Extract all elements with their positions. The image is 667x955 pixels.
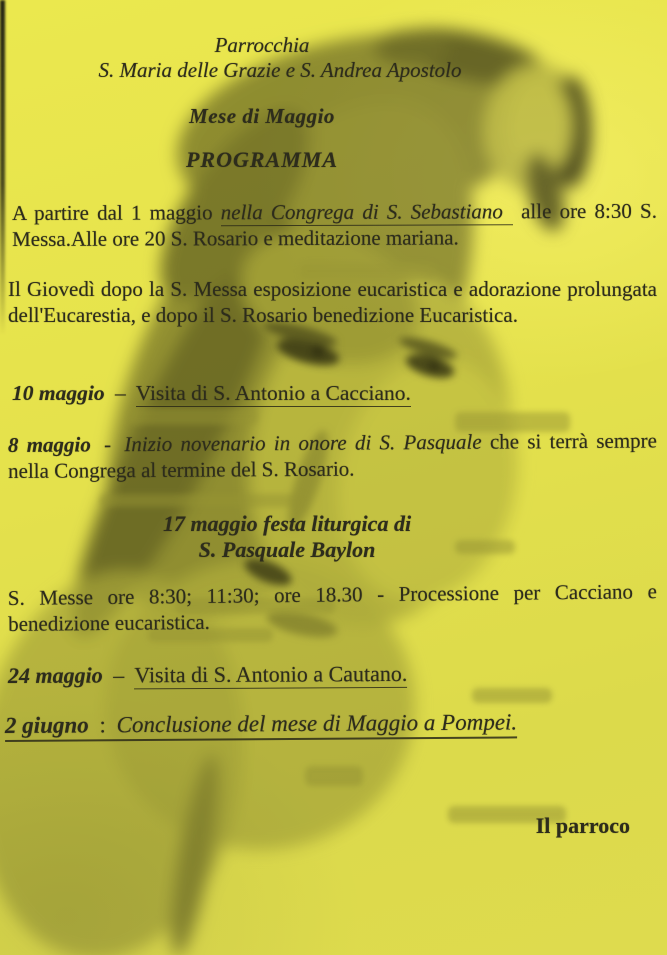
event-10-maggio-date: 10 maggio [12,381,105,405]
feast-line2: S. Pasquale Baylon [198,537,376,562]
thursday-paragraph: Il Giovedì dopo la S. Messa esposizione eucaristica e adorazione prolungata dell'Eucarestia, e dopo il S. Rosario benedizione Eucaristica. [8,277,657,327]
event-2-giugno-text: Conclusione del mese di Maggio a Pompei. [116,709,518,738]
month-title: Mese di Maggio [189,104,335,128]
event-8-maggio-date: 8 maggio [7,432,91,458]
intro-venue-underlined: nella Congrega di S. Sebastiano [221,199,513,226]
signature-il-parroco: Il parroco [535,813,630,838]
event-8-maggio-rest: che si terrà sempre nella Congrega al termine del S. Rosario. [8,428,658,483]
event-24-maggio-dash: – [113,662,125,688]
event-8-maggio-novena: Inizio novenario in onore di S. Pasquale [124,429,482,457]
event-24-maggio-date: 24 maggio [7,662,103,688]
event-8-maggio [8,427,657,484]
program-title: PROGRAMMA [185,147,339,172]
event-10-maggio [12,381,411,406]
feast-heading [0,511,574,563]
event-2-giugno [5,709,517,739]
event-2-giugno-underline-wrap [5,709,517,742]
event-24-maggio [8,661,408,689]
event-2-giugno-date: 2 giugno [4,712,89,738]
event-10-maggio-dash: – [114,381,126,405]
feast-line1: 17 maggio festa liturgica di [162,511,412,536]
masses-paragraph: S. Messe ore 8:30; 11:30; ore 18.30 - Processione per Cacciano e benedizione eucaristica. [7,579,657,636]
parish-name: S. Maria delle Grazie e S. Andrea Apostolo [98,58,462,82]
intro-pre-text: A partire dal 1 maggio [11,200,213,225]
intro-paragraph [12,198,657,252]
event-24-maggio-text: Visita di S. Antonio a Cautano. [134,660,408,688]
event-2-giugno-colon: : [99,712,106,738]
event-10-maggio-text: Visita di S. Antonio a Cacciano. [135,381,411,405]
event-8-maggio-dash: - [104,432,112,457]
intro-post-text: alle ore 8:30 S. Messa.Alle ore 20 S. Rosario e meditazione mariana. [12,198,658,251]
parish-label: Parrocchia [214,33,310,57]
